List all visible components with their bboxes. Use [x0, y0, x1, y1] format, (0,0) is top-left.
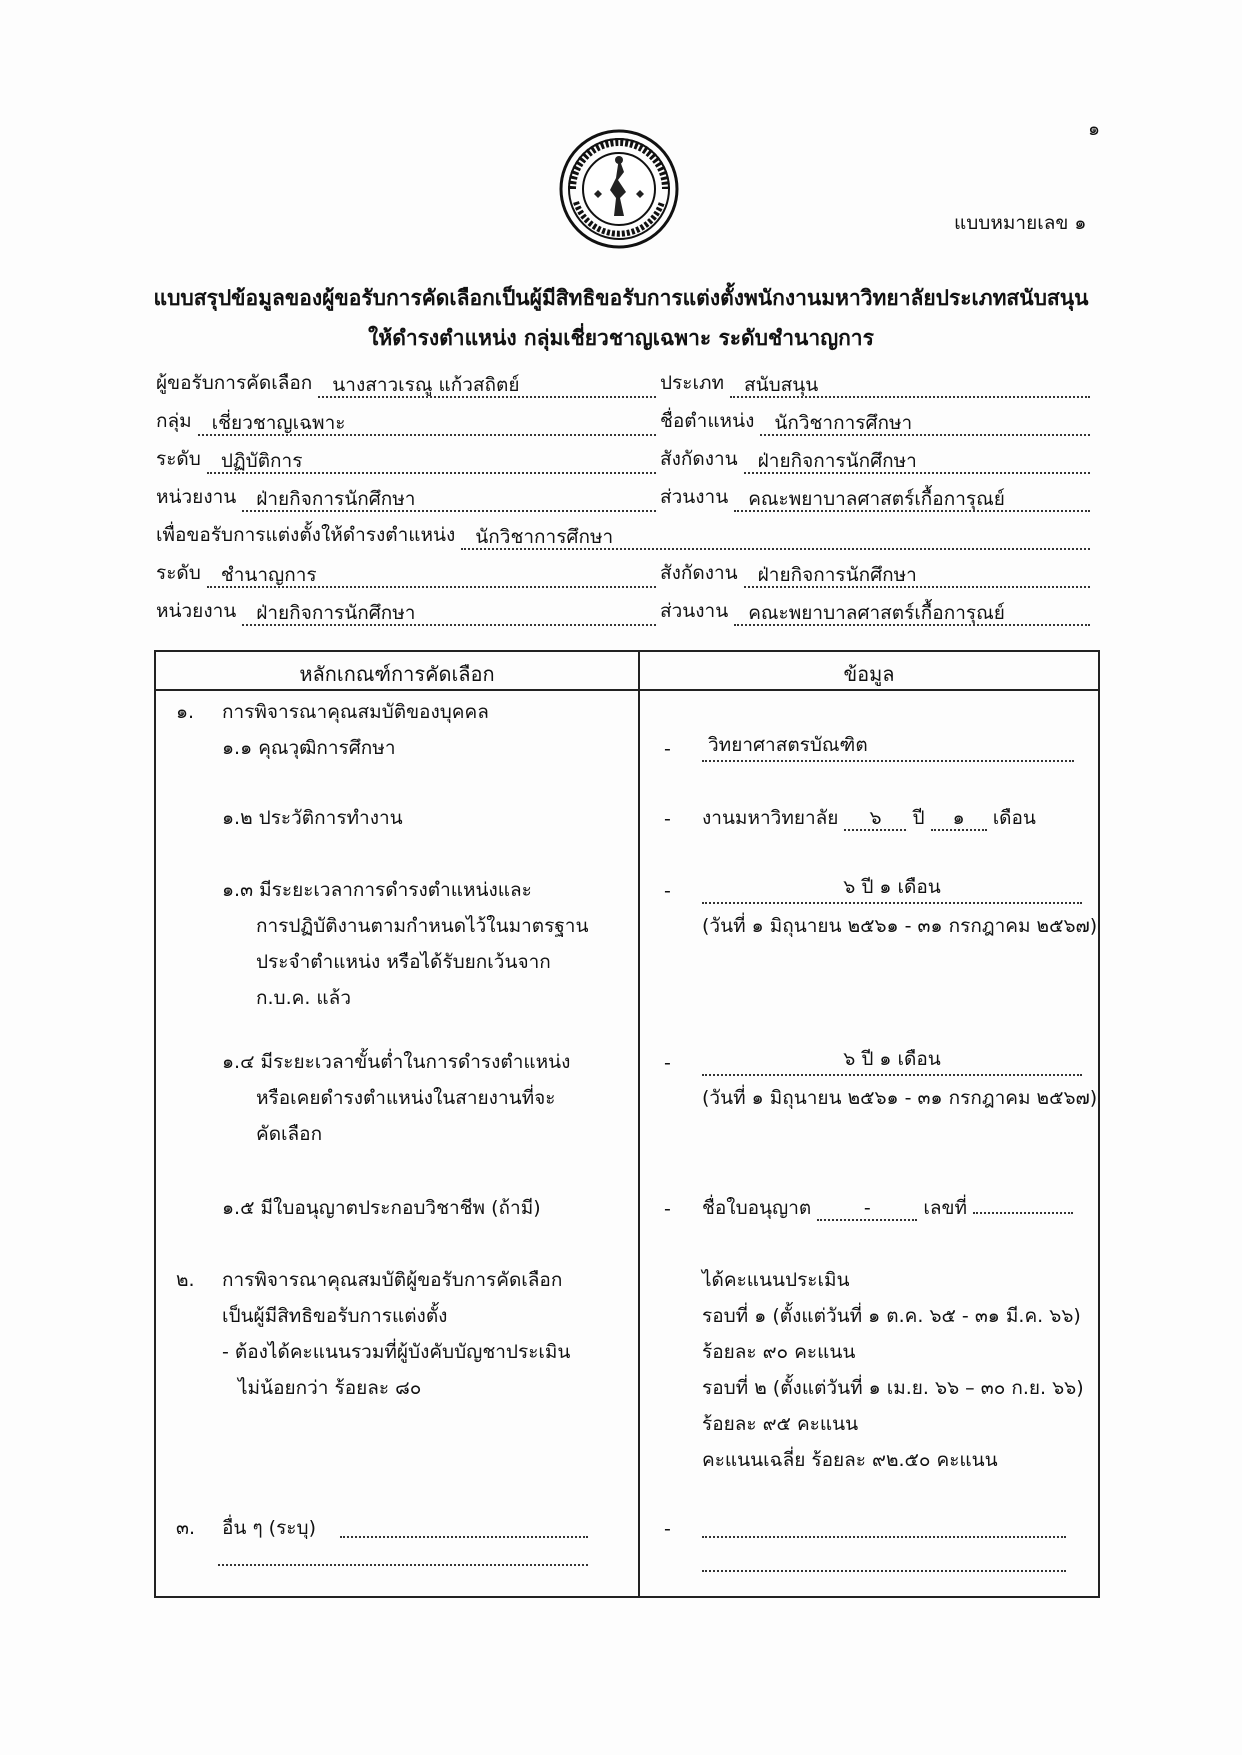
- candidate-value: นางสาวเรณู แก้วสถิตย์: [318, 374, 656, 398]
- section-2-value-2: รอบที่ ๑ (ตั้งแต่วันที่ ๑ ต.ค. ๖๕ - ๓๑ มี.ค. ๖๖): [702, 1305, 1081, 1327]
- level-value: ปฏิบัติการ: [207, 450, 656, 474]
- new-affiliation-field: [660, 562, 1090, 588]
- item-1-3-line-3: ประจำตำแหน่ง หรือได้รับยกเว้นจาก: [256, 951, 551, 973]
- affiliation-label: สังกัดงาน: [660, 448, 738, 470]
- header-criteria: หลักเกณฑ์การคัดเลือก: [299, 662, 495, 686]
- item-1-5-value: [702, 1190, 1073, 1226]
- item-1-3-line-4: ก.บ.ค. แล้ว: [256, 987, 351, 1009]
- form-number: แบบหมายเลข ๑: [954, 212, 1087, 234]
- group-field: [156, 410, 656, 436]
- item-1-4-line-1: ๑.๔ มีระยะเวลาขั้นต่ำในการดำรงตำแหน่ง: [222, 1051, 571, 1073]
- new-unit-label: หน่วยงาน: [156, 600, 237, 622]
- item-1-2-dash: -: [664, 808, 671, 830]
- item-1-4-dash: -: [664, 1052, 671, 1074]
- candidate-field: [156, 372, 656, 398]
- item-1-3-line-1: ๑.๓ มีระยะเวลาการดำรงตำแหน่งและ: [222, 879, 532, 901]
- new-division-field: [660, 600, 1090, 626]
- page-number: ๑: [1088, 118, 1101, 140]
- section-3-blank-line-2: [218, 1564, 588, 1566]
- column-divider: [638, 652, 640, 1596]
- item-1-4-line-3: คัดเลือก: [256, 1123, 323, 1145]
- section-3-blank-line-1: [340, 1536, 588, 1538]
- item-1-5-label: ๑.๕ มีใบอนุญาตประกอบวิชาชีพ (ถ้ามี): [222, 1197, 541, 1219]
- unit-field: [156, 486, 656, 512]
- section-3-value-line-1: [702, 1536, 1066, 1538]
- level-field: [156, 448, 656, 474]
- license-name-label: ชื่อใบอนุญาต: [702, 1197, 812, 1219]
- item-1-3-line-2: การปฏิบัติงานตามกำหนดไว้ในมาตรฐาน: [256, 915, 589, 937]
- item-1-2-months: ๑: [931, 807, 987, 831]
- section-2-line-4: ไม่น้อยกว่า ร้อยละ ๘๐: [238, 1377, 422, 1399]
- item-1-1-value: วิทยาศาสตรบัณฑิต: [702, 730, 1074, 762]
- section-2-value-3: ร้อยละ ๙๐ คะแนน: [702, 1341, 856, 1363]
- appoint-field: [156, 524, 1090, 550]
- item-1-3-value: ๖ ปี ๑ เดือน: [702, 872, 1082, 904]
- unit-value: ฝ่ายกิจการนักศึกษา: [242, 488, 656, 512]
- new-level-field: [156, 562, 656, 588]
- new-level-label: ระดับ: [156, 562, 201, 584]
- new-affiliation-value: ฝ่ายกิจการนักศึกษา: [744, 564, 1090, 588]
- appoint-value: นักวิชาการศึกษา: [461, 526, 1090, 550]
- type-field: [660, 372, 1090, 398]
- section-1-number: ๑.: [176, 701, 195, 723]
- item-1-3-date: (วันที่ ๑ มิถุนายน ๒๕๖๑ - ๓๑ กรกฎาคม ๒๕๖๗): [702, 915, 1098, 937]
- group-value: เชี่ยวชาญเฉพาะ: [198, 412, 656, 436]
- division-value: คณะพยาบาลศาสตร์เกื้อการุณย์: [734, 488, 1090, 512]
- section-2-value-6: คะแนนเฉลี่ย ร้อยละ ๙๒.๕๐ คะแนน: [702, 1449, 998, 1471]
- item-1-2-month-unit: เดือน: [992, 807, 1036, 829]
- item-1-4-date: (วันที่ ๑ มิถุนายน ๒๕๖๑ - ๓๑ กรกฎาคม ๒๕๖๗): [702, 1087, 1098, 1109]
- item-1-2-year-unit: ปี: [912, 807, 925, 829]
- type-value: สนับสนุน: [730, 374, 1090, 398]
- license-name-value: -: [817, 1197, 917, 1221]
- section-2-line-1: การพิจารณาคุณสมบัติผู้ขอรับการคัดเลือก: [222, 1269, 563, 1291]
- item-1-2-value: [702, 800, 1036, 836]
- position-field: [660, 410, 1090, 436]
- section-2-value-5: ร้อยละ ๙๕ คะแนน: [702, 1413, 859, 1435]
- division-label: ส่วนงาน: [660, 486, 729, 508]
- group-label: กลุ่ม: [156, 410, 192, 432]
- division-field: [660, 486, 1090, 512]
- university-seal-icon: [558, 128, 680, 250]
- level-label: ระดับ: [156, 448, 201, 470]
- new-division-value: คณะพยาบาลศาสตร์เกื้อการุณย์: [734, 602, 1090, 626]
- affiliation-field: [660, 448, 1090, 474]
- section-2-line-3: - ต้องได้คะแนนรวมที่ผู้บังคับบัญชาประเมิน: [222, 1341, 571, 1363]
- header-info: ข้อมูล: [843, 662, 895, 686]
- section-2-value-4: รอบที่ ๒ (ตั้งแต่วันที่ ๑ เม.ย. ๖๖ – ๓๐ ก.ย. ๖๖): [702, 1377, 1084, 1399]
- license-number-label: เลขที่: [923, 1197, 967, 1219]
- section-3-title: อื่น ๆ (ระบุ): [222, 1517, 316, 1539]
- item-1-2-years: ๖: [844, 807, 906, 831]
- appoint-label: เพื่อขอรับการแต่งตั้งให้ดำรงตำแหน่ง: [156, 524, 456, 546]
- item-1-2-prefix: งานมหาวิทยาลัย: [702, 807, 839, 829]
- new-level-value: ชำนาญการ: [207, 564, 656, 588]
- new-affiliation-label: สังกัดงาน: [660, 562, 738, 584]
- document-title: แบบสรุปข้อมูลของผู้ขอรับการคัดเลือกเป็นผู้มีสิทธิขอรับการแต่งตั้งพนักงานมหาวิทยาลัยประเภทสนับสนุน: [153, 286, 1089, 310]
- section-3-dash: -: [664, 1518, 671, 1540]
- item-1-1-dash: -: [664, 738, 671, 760]
- item-1-3-dash: -: [664, 880, 671, 902]
- section-2-line-2: เป็นผู้มีสิทธิขอรับการแต่งตั้ง: [222, 1305, 448, 1327]
- new-unit-field: [156, 600, 656, 626]
- item-1-2-label: ๑.๒ ประวัติการทำงาน: [222, 807, 403, 829]
- position-value: นักวิชาการศึกษา: [760, 412, 1090, 436]
- section-3-number: ๓.: [176, 1517, 196, 1539]
- section-2-number: ๒.: [176, 1269, 195, 1291]
- section-2-value-1: ได้คะแนนประเมิน: [702, 1269, 850, 1291]
- item-1-1-label: ๑.๑ คุณวุฒิการศึกษา: [222, 737, 396, 759]
- candidate-label: ผู้ขอรับการคัดเลือก: [156, 372, 313, 394]
- document-subtitle: ให้ดำรงตำแหน่ง กลุ่มเชี่ยวชาญเฉพาะ ระดับชำนาญการ: [368, 326, 874, 350]
- affiliation-value: ฝ่ายกิจการนักศึกษา: [744, 450, 1090, 474]
- new-unit-value: ฝ่ายกิจการนักศึกษา: [242, 602, 656, 626]
- item-1-5-dash: -: [664, 1198, 671, 1220]
- new-division-label: ส่วนงาน: [660, 600, 729, 622]
- section-1-title: การพิจารณาคุณสมบัติของบุคคล: [222, 701, 489, 723]
- section-3-value-line-2: [702, 1570, 1066, 1572]
- unit-label: หน่วยงาน: [156, 486, 237, 508]
- license-number-value: [973, 1212, 1073, 1214]
- position-label: ชื่อตำแหน่ง: [660, 410, 755, 432]
- item-1-4-line-2: หรือเคยดำรงตำแหน่งในสายงานที่จะ: [256, 1087, 556, 1109]
- criteria-table: [154, 650, 1100, 1598]
- item-1-4-value: ๖ ปี ๑ เดือน: [702, 1044, 1082, 1076]
- type-label: ประเภท: [660, 372, 725, 394]
